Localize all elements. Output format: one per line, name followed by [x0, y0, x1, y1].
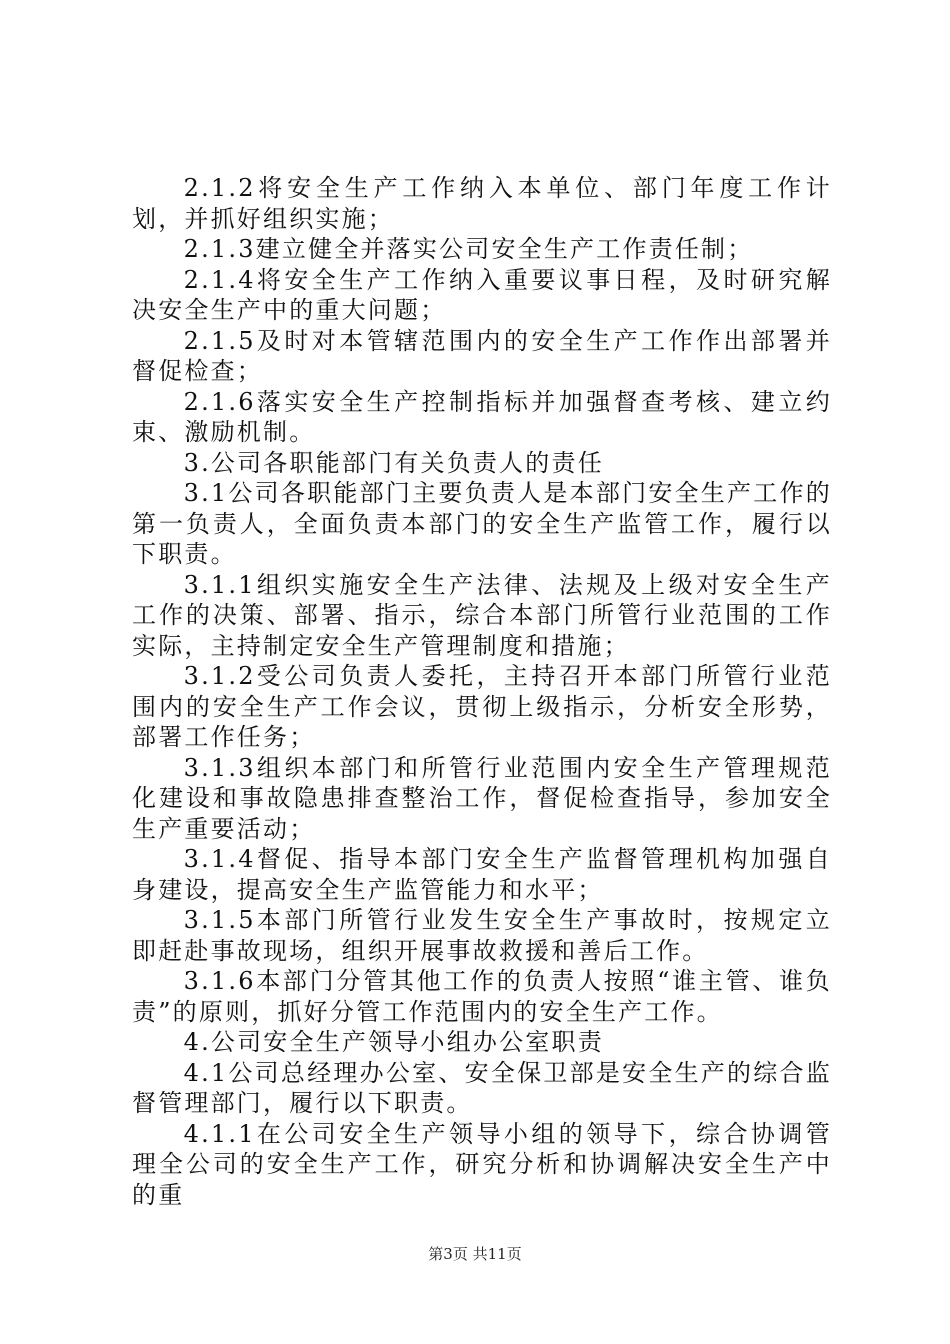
- paragraph-2-1-5: 2.1.5及时对本管辖范围内的安全生产工作作出部署并督促检查；: [132, 326, 832, 385]
- paragraph-3-1-3: 3.1.3组织本部门和所管行业范围内安全生产管理规范化建设和事故隐患排查整治工作，督促检查指导，参加安全生产重要活动；: [132, 753, 832, 843]
- paragraph-2-1-4: 2.1.4将安全生产工作纳入重要议事日程，及时研究解决安全生产中的重大问题；: [132, 265, 832, 324]
- section-heading-4: 4.公司安全生产领导小组办公室职责: [183, 1028, 604, 1056]
- paragraph-3-1: 3.1公司各职能部门主要负责人是本部门安全生产工作的第一负责人，全面负责本部门的安全生产监管工作，履行以下职责。: [132, 479, 832, 568]
- paragraph-2-1-3: 2.1.3建立健全并落实公司安全生产工作责任制；: [183, 235, 754, 263]
- page-footer: [0, 1243, 950, 1264]
- paragraph-2-1-6: 2.1.6落实安全生产控制指标并加强督查考核、建立约束、激励机制。: [132, 387, 832, 446]
- document-body: [132, 173, 832, 1210]
- paragraph-3-1-6: 3.1.6本部门分管其他工作的负责人按照“谁主管、谁负责”的原则，抓好分管工作范围内的安全生产工作。: [132, 967, 832, 1026]
- page-number: 第3页 共11页: [428, 1245, 522, 1263]
- paragraph-3-1-1: 3.1.1组织实施安全生产法律、法规及上级对安全生产工作的决策、部署、指示，综合本部门所管行业范围的工作实际，主持制定安全生产管理制度和措施；: [132, 570, 832, 660]
- paragraph-4-1-1: 4.1.1在公司安全生产领导小组的领导下，综合协调管理全公司的安全生产工作，研究分析和协调解决安全生产中的重: [132, 1119, 832, 1209]
- paragraph-3-1-4: 3.1.4督促、指导本部门安全生产监督管理机构加强自身建设，提高安全生产监管能力和水平；: [132, 845, 832, 904]
- paragraph-3-1-2: 3.1.2受公司负责人委托，主持召开本部门所管行业范围内的安全生产工作会议，贯彻上级指示，分析安全形势，部署工作任务；: [132, 662, 832, 751]
- paragraph-2-1-2: 2.1.2将安全生产工作纳入本单位、部门年度工作计划，并抓好组织实施；: [132, 174, 832, 233]
- paragraph-3-1-5: 3.1.5本部门所管行业发生安全生产事故时，按规定立即赶赴事故现场，组织开展事故救援和善后工作。: [132, 906, 832, 965]
- section-heading-3: 3.公司各职能部门有关负责人的责任: [183, 448, 604, 477]
- paragraph-4-1: 4.1公司总经理办公室、安全保卫部是安全生产的综合监督管理部门，履行以下职责。: [132, 1058, 832, 1117]
